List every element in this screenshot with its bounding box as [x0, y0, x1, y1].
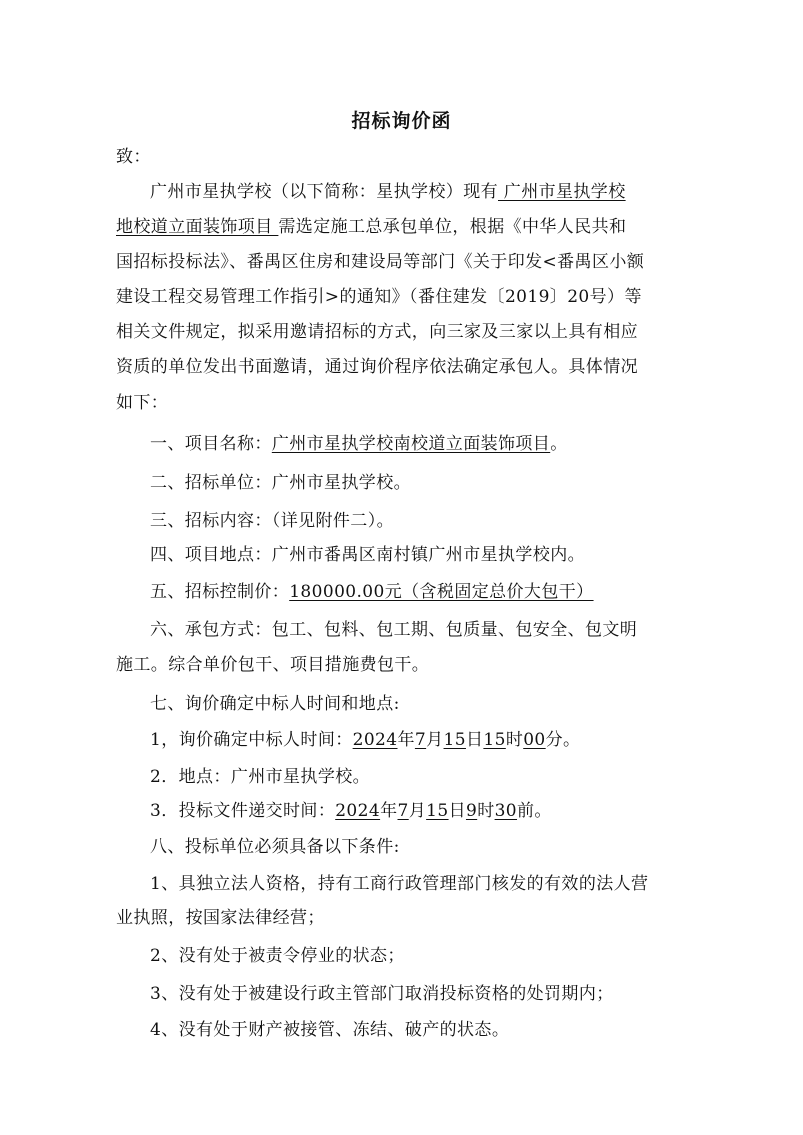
year-value: 2024 [352, 730, 398, 750]
item-tender-content: 三、招标内容：（详见附件二）。 [150, 511, 394, 531]
unit-text: 年 [380, 801, 398, 821]
requirement-2: 2、没有处于被责令停业的状态； [150, 946, 405, 966]
intro-line-5: 相关文件规定，拟采用邀请招标的方式，向三家及三家以上具有相应 [116, 322, 638, 342]
requirement-1-line-2: 业执照，按国家法律经营； [116, 908, 325, 928]
item-project-location: 四、项目地点：广州市番禺区南村镇广州市星执学校内。 [150, 545, 585, 565]
item-label: 1，询价确定中标人时间： [150, 730, 353, 750]
unit-text: 日 [465, 730, 484, 750]
item-contract-method-line-2: 施工。综合单价包干、项目措施费包干。 [116, 655, 430, 675]
unit-text: 前。 [517, 801, 552, 821]
item-label: 3．投标文件递交时间： [150, 801, 336, 821]
hour-value: 9 [465, 801, 478, 821]
intro-line-3: 国招标投标法》、番禺区住房和建设局等部门《关于印发<番禺区小额 [116, 252, 645, 272]
hour-value: 15 [483, 730, 506, 750]
requirement-4: 4、没有处于财产被接管、冻结、破产的状态。 [150, 1020, 510, 1040]
item-control-price [150, 581, 594, 603]
intro-text: 广州市星执学校（以下简称：星执学校）现有 [150, 182, 498, 202]
intro-line-7: 如下： [116, 393, 169, 413]
project-name-underlined: 广州市星执学校 [498, 182, 626, 202]
item-location: 2．地点：广州市星执学校。 [150, 767, 371, 787]
unit-text: 月 [426, 730, 444, 750]
item-bidder-requirements: 八、投标单位必须具备以下条件: [150, 837, 400, 857]
item-label: 一、项目名称： [150, 434, 272, 454]
intro-text: 需选定施工总承包单位，根据《中华人民共和 [278, 217, 627, 237]
item-end: 。 [550, 434, 568, 454]
item-inquiry-time-place: 七、询价确定中标人时间和地点: [150, 694, 400, 714]
requirement-3: 3、没有处于被建设行政主管部门取消投标资格的处罚期内； [150, 984, 614, 1004]
intro-line-6: 资质的单位发出书面邀请，通过询价程序依法确定承包人。具体情况 [116, 357, 638, 377]
item-tender-unit: 二、招标单位：广州市星执学校。 [150, 473, 411, 493]
item-inquiry-time [150, 729, 580, 751]
unit-text: 月 [408, 801, 427, 821]
day-value: 15 [443, 730, 466, 750]
item-label: 五、招标控制价： [150, 582, 290, 602]
month-value: 7 [397, 801, 409, 821]
unit-text: 分。 [545, 730, 581, 750]
unit-text: 时 [477, 801, 495, 821]
year-value: 2024 [335, 801, 381, 821]
unit-text: 日 [448, 801, 466, 821]
day-value: 15 [426, 801, 449, 821]
item-contract-method-line-1: 六、承包方式：包工、包料、包工期、包质量、包安全、包文明 [150, 620, 638, 640]
item-value: 180000.00元（含税固定总价大包干） [289, 582, 594, 602]
item-submission-time [150, 800, 552, 822]
unit-text: 时 [505, 730, 524, 750]
intro-line-1 [150, 181, 626, 203]
intro-line-4: 建设工程交易管理工作指引>的通知》（番住建发〔2019〕20号）等 [116, 287, 642, 307]
minute-value: 30 [494, 801, 518, 821]
salutation: 致： [116, 147, 151, 167]
intro-line-2 [116, 216, 626, 238]
item-value: 广州市星执学校南校道立面装饰项目 [271, 434, 551, 454]
minute-value: 00 [523, 730, 546, 750]
requirement-1-line-1: 1、具独立法人资格，持有工商行政管理部门核发的有效的法人营 [150, 874, 649, 894]
project-name-underlined-cont: 地校道立面装饰项目 [116, 217, 279, 237]
page-title: 招标询价函 [351, 110, 452, 132]
month-value: 7 [414, 730, 427, 750]
item-project-name [150, 433, 568, 455]
unit-text: 年 [397, 730, 415, 750]
